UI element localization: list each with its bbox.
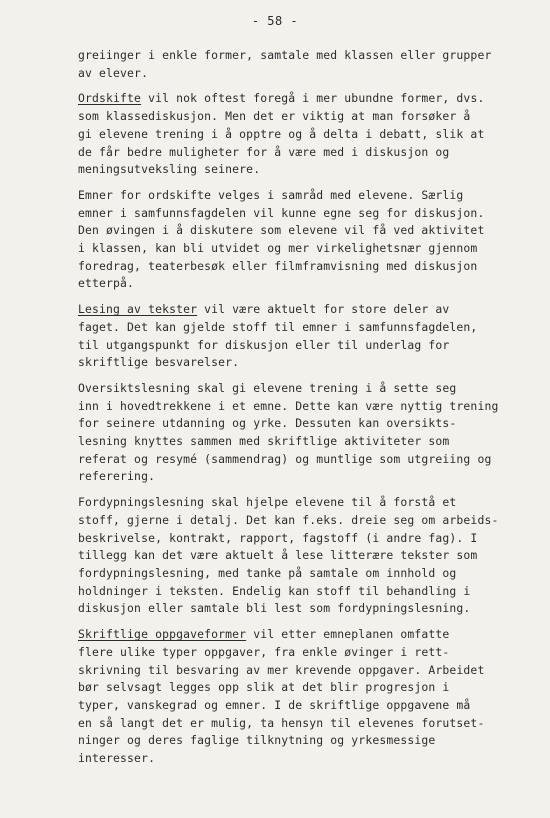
text-line: faget. Det kan gjelde stoff til emner i samfunnsfagdelen, [78,319,478,334]
text-line: meningsutveksling seinere. [78,162,261,177]
section-term: Ordskifte [78,91,142,106]
text-line: skrivning til besvaring av mer krevende oppgaver. Arbeidet [78,662,485,677]
text-line: av elever. [78,65,149,80]
text-line: beskrivelse, kontrakt, rapport, fagstoff (i andre fag). I [78,530,478,545]
text-line-rest: vil nok oftest foregå i mer ubundne former, dvs. [141,91,485,106]
text-line [78,90,538,108]
text-line: etterpå. [78,276,135,291]
text-line: referat og resymé (sammendrag) og muntlige som utgreiing og [78,451,492,466]
text-line: bør selvsagt legges opp slik at det blir progresjon i [78,680,450,695]
paragraph [78,380,538,486]
text-line: de får bedre muligheter for å være med i diskusjon og [78,144,450,159]
text-line: for seinere utdanning og yrke. Dessuten kan oversikts- [78,416,457,431]
text-line: emner i samfunnsfagdelen vil kunne egne seg for diskusjon. [78,205,485,220]
section-term: Skriftlige oppgaveformer [78,627,247,642]
paragraph [78,187,538,293]
paragraph-skriftlige-oppgaveformer [78,626,538,768]
text-line: Fordypningslesning skal hjelpe elevene til å forstå et [78,495,457,510]
text-line: Den øvingen i å diskutere som elevene vil få ved aktivitet [78,223,485,238]
text-line: i klassen, kan bli utvidet og mer virkelighetsnær gjennom [78,241,478,256]
text-line [78,301,538,319]
text-line: Oversiktslesning skal gi elevene trening i å sette seg [78,380,457,395]
text-line: Emner for ordskifte velges i samråd med elevene. Særlig [78,187,464,202]
page-number: - 58 - [251,14,299,28]
text-line-rest: vil etter emneplanen omfatte [246,627,450,642]
text-line: interesser. [78,751,156,766]
text-line: inn i hovedtrekkene i et emne. Dette kan være nyttig trening [78,398,499,413]
text-line: typer, vanskegrad og emner. I de skriftlige oppgavene må [78,697,471,712]
body-text [78,47,538,776]
text-line: referering. [78,469,156,484]
paragraph [78,47,538,82]
text-line: gi elevene trening i å opptre og å delta i debatt, slik at [78,126,485,141]
text-line: greiinger i enkle former, samtale med klassen eller grupper [78,48,492,62]
text-line: som klassediskusjon. Men det er viktig at man forsøker å [78,109,471,124]
text-line-rest: vil være aktuelt for store deler av [197,302,450,317]
text-line: fordypningslesning, med tanke på samtale om innhold og [78,565,457,580]
paragraph [78,494,538,618]
text-line: stoff, gjerne i detalj. Det kan f.eks. dreie seg om arbeids- [78,512,499,527]
text-line: flere ulike typer oppgaver, fra enkle øvinger i rett- [78,644,450,659]
text-line: tillegg kan det være aktuelt å lese litterære tekster som [78,548,478,563]
text-line: lesning knyttes sammen med skriftlige aktiviteter som [78,434,450,449]
text-line [78,626,538,644]
text-line: ninger og deres faglige tilknytning og yrkesmessige [78,733,436,748]
text-line: holdninger i teksten. Endelig kan stoff til behandling i [78,583,471,598]
text-line: en så langt det er mulig, ta hensyn til elevenes forutset- [78,715,485,730]
paragraph-lesing-av-tekster [78,301,538,372]
text-line: til utgangspunkt for diskusjon eller til underlag for [78,337,450,352]
text-line: diskusjon eller samtale bli lest som fordypningslesning. [78,601,471,616]
section-term: Lesing av tekster [78,302,198,317]
paragraph-ordskifte [78,90,538,179]
text-line: skriftlige besvarelser. [78,355,240,370]
text-line: foredrag, teaterbesøk eller filmframvisning med diskusjon [78,258,478,273]
